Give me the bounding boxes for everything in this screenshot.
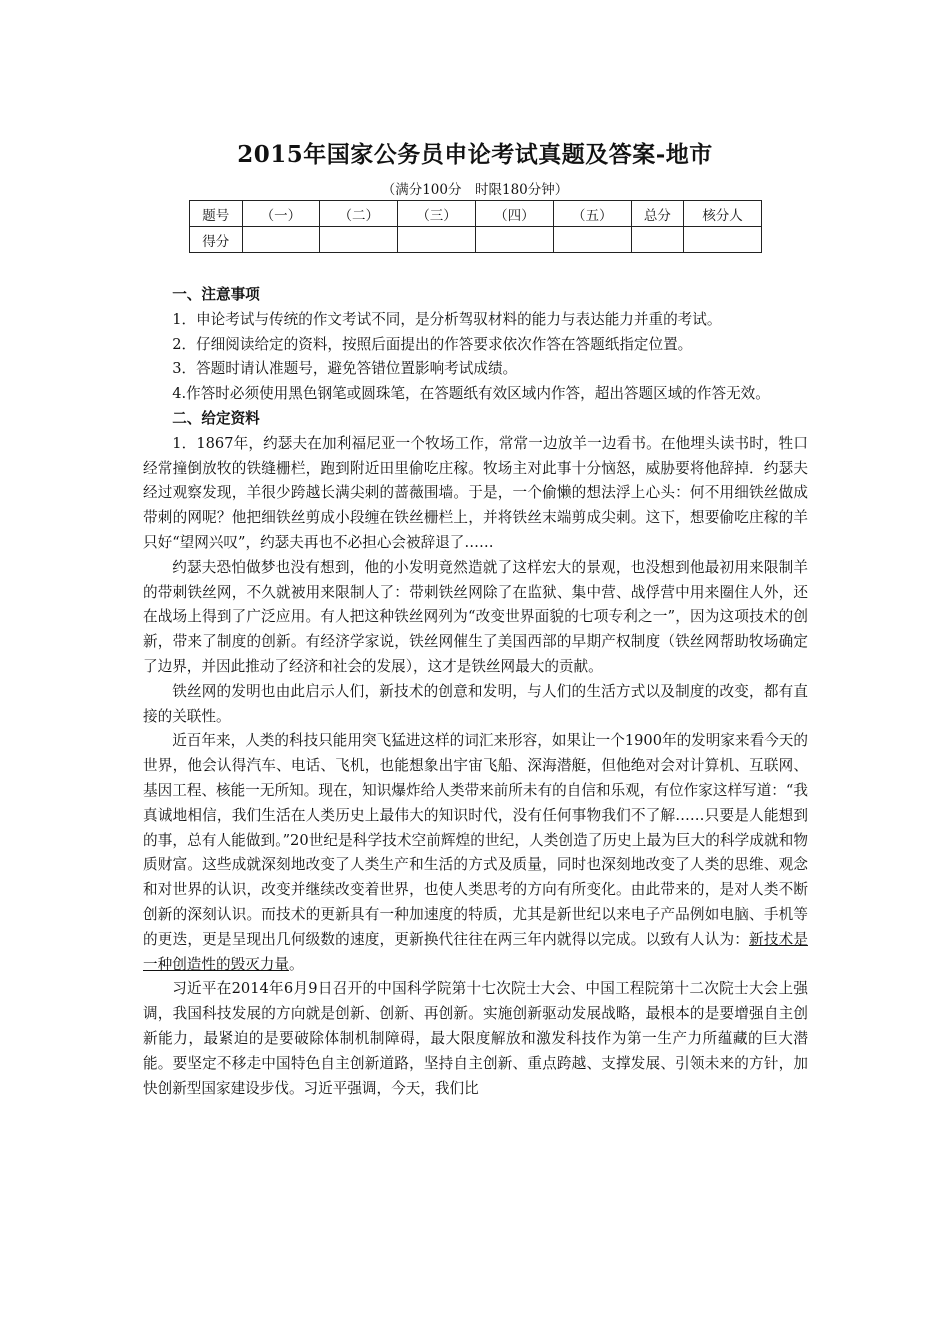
score-table-header-cell: （二） <box>320 201 398 227</box>
section-heading-materials: 二、给定资料 <box>172 409 260 427</box>
note-item: 4.作答时必须使用黑色钢笔或圆珠笔，在答题纸有效区域内作答，超出答题区域的作答无效。 <box>172 385 770 403</box>
document-body <box>143 283 808 1101</box>
score-cell <box>553 227 631 253</box>
paragraph-text: 。 <box>288 955 304 973</box>
paragraph-text: 近百年来，人类的科技只能用突飞猛进这样的词汇来形容，如果让一个1900年的发明家来看今天的世界，他会认得汽车、电话、飞机，也能想象出宇宙飞船、深海潜艇，但他绝对会对计算机、互联网、基因工程、核能一无所知。现在，知识爆炸给人类带来前所未有的自信和乐观，有位作家这样写道：“我真诚地相信，我们生活在人类历史上最伟大的知识时代，没有任何事物我们不了解……只要是人能想到的事，总有人能做到。”20世纪是科学技术空前辉煌的世纪，人类创造了历史上最为巨大的科学成就和物质财富。这些成就深刻地改变了人类生产和生活的方式及质量，同时也深刻地改变了人类的思维、观念和对世界的认识，改变并继续改变着世界，也使人类思考的方向有所变化。由此带来的，是对人类不断创新的深刻认识。而技术的更新具有一种加速度的特质，尤其是新世纪以来电子产品例如电脑、手机等的更迭，更是呈现出几何级数的速度，更新换代往往在两三年内就得以完成。以致有人认为： <box>143 732 808 948</box>
material-paragraph <box>143 729 808 977</box>
score-row-label: 得分 <box>190 227 243 253</box>
underlined-phrase: 新技术是一种创造性的毁灭力量 <box>143 930 808 973</box>
score-table-header-cell: （三） <box>398 201 476 227</box>
note-item: 2．仔细阅读给定的资料，按照后面提出的作答要求依次作答在答题纸指定位置。 <box>172 335 693 353</box>
score-table-header-cell: （一） <box>242 201 320 227</box>
note-item: 3．答题时请认准题号，避免答错位置影响考试成绩。 <box>172 360 518 378</box>
score-cell <box>320 227 398 253</box>
material-paragraph: 1．1867年，约瑟夫在加利福尼亚一个牧场工作，常常一边放羊一边看书。在他埋头读书时，牲口经常撞倒放牧的铁缝栅栏，跑到附近田里偷吃庄稼。牧场主对此事十分恼怒，威胁要将他辞掉．约瑟夫经过观察发现，羊很少跨越长满尖刺的蔷薇围墙。于是，一个偷懒的想法浮上心头：何不用细铁丝做成带刺的网呢？他把细铁丝剪成小段缠在铁丝栅栏上，并将铁丝末端剪成尖刺。这下，想要偷吃庄稼的羊只好“望网兴叹”，约瑟夫再也不必担心会被辞退了…… <box>143 434 808 551</box>
material-paragraph: 铁丝网的发明也由此启示人们，新技术的创意和发明，与人们的生活方式以及制度的改变，都有直接的关联性。 <box>143 682 808 725</box>
score-table-header-cell: 题号 <box>190 201 243 227</box>
material-paragraph: 约瑟夫恐怕做梦也没有想到，他的小发明竟然造就了这样宏大的景观，也没想到他最初用来限制羊的带刺铁丝网，不久就被用来限制人了：带刺铁丝网除了在监狱、集中营、战俘营中用来圈住人外，还在战场上得到了广泛应用。有人把这种铁丝网列为“改变世界面貌的七项专利之一”，因为这项技术的创新，带来了制度的创新。有经济学家说，铁丝网催生了美国西部的早期产权制度（铁丝网帮助牧场确定了边界，并因此推动了经济和社会的发展），这才是铁丝网最大的贡献。 <box>143 558 808 675</box>
score-table <box>189 200 762 253</box>
score-table-header-cell: （四） <box>475 201 553 227</box>
page-subtitle: （满分100分 时限180分钟） <box>381 182 569 198</box>
score-table-score-row <box>190 227 762 253</box>
material-paragraph: 习近平在2014年6月9日召开的中国科学院第十七次院士大会、中国工程院第十二次院士大会上强调，我国科技发展的方向就是创新、创新、再创新。实施创新驱动发展战略，最根本的是要增强自主创新能力，最紧迫的是要破除体制机制障碍，最大限度解放和激发科技作为第一生产力所蕴藏的巨大潜能。要坚定不移走中国特色自主创新道路，坚持自主创新、重点跨越、支撑发展、引领未来的方针，加快创新型国家建设步伐。习近平强调，今天，我们比 <box>143 980 808 1097</box>
score-table-header-row <box>190 201 762 227</box>
section-heading-notes: 一、注意事项 <box>172 286 260 303</box>
score-cell <box>631 227 684 253</box>
score-table-header-cell: 总分 <box>631 201 684 227</box>
score-table-header-cell: 核分人 <box>684 201 762 227</box>
score-cell <box>684 227 762 253</box>
note-item: 1．申论考试与传统的作文考试不同，是分析驾驭材料的能力与表达能力并重的考试。 <box>172 310 722 328</box>
score-cell <box>475 227 553 253</box>
page-title: 2015年国家公务员申论考试真题及答案-地市 <box>237 141 713 168</box>
score-table-header-cell: （五） <box>553 201 631 227</box>
score-cell <box>242 227 320 253</box>
score-cell <box>398 227 476 253</box>
